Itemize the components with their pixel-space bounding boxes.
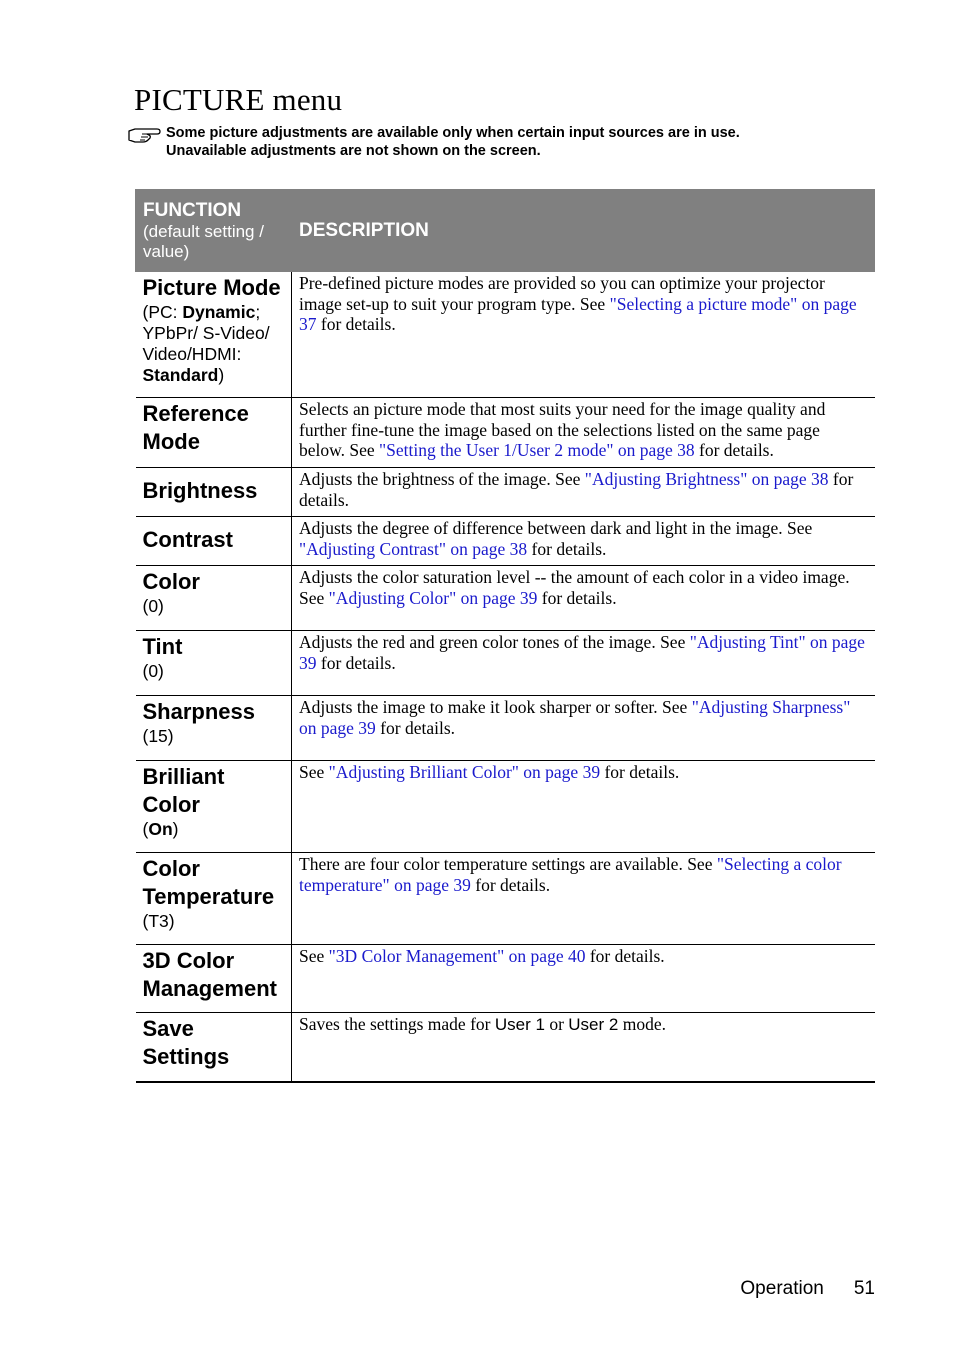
description-cell: Selects an picture mode that most suits your need for the image quality and further fine-tune the image based on the selections listed on the same page below. See "Setting the User 1/User 2 mode" on page 38 for details. bbox=[292, 398, 875, 468]
function-name: Contrast bbox=[142, 527, 233, 552]
description-cell: Adjusts the color saturation level -- the amount of each color in a video image. See "Adjusting Color" on page 39 for details. bbox=[292, 566, 875, 631]
function-cell bbox=[136, 398, 292, 468]
function-header bbox=[136, 190, 292, 272]
description-header bbox=[292, 190, 875, 272]
cross-reference-link[interactable]: "Adjusting Brightness" on page 38 bbox=[584, 469, 829, 489]
table-row bbox=[136, 761, 875, 853]
table-row bbox=[136, 945, 875, 1013]
picture-menu-table bbox=[135, 189, 875, 1083]
note-line-2: Unavailable adjustments are not shown on the screen. bbox=[166, 143, 541, 159]
page-footer bbox=[700, 1278, 875, 1300]
function-header-sub: (default setting / value) bbox=[143, 221, 264, 261]
function-name: Brightness bbox=[142, 478, 258, 503]
note-line-1: Some picture adjustments are available only when certain input sources are in use. bbox=[166, 125, 740, 141]
function-cell bbox=[136, 566, 292, 631]
function-default: (T3) bbox=[142, 911, 175, 931]
page-number: 51 bbox=[853, 1278, 875, 1299]
table-row bbox=[136, 566, 875, 631]
description-cell: Adjusts the image to make it look sharper or softer. See "Adjusting Sharpness" on page 39 for details. bbox=[292, 696, 875, 761]
cross-reference-link[interactable]: "Adjusting Tint" on page 39 bbox=[299, 632, 865, 673]
cross-reference-link[interactable]: "Adjusting Color" on page 39 bbox=[328, 587, 538, 608]
function-cell bbox=[136, 468, 292, 517]
cross-reference-link[interactable]: "Adjusting Brilliant Color" on page 39 bbox=[328, 762, 601, 782]
cross-reference-link[interactable]: "Selecting a picture mode" on page 37 bbox=[299, 293, 857, 334]
function-name: Tint bbox=[142, 634, 183, 659]
table-row bbox=[136, 468, 875, 517]
table-row bbox=[136, 696, 875, 761]
function-cell bbox=[136, 761, 292, 853]
function-name: Picture Mode bbox=[142, 275, 281, 300]
function-default: (15) bbox=[142, 726, 174, 746]
function-cell bbox=[136, 696, 292, 761]
footer-section: Operation bbox=[740, 1278, 824, 1299]
cross-reference-link[interactable]: "3D Color Management" on page 40 bbox=[328, 946, 586, 966]
function-name: Brilliant Color bbox=[142, 764, 225, 817]
table-row bbox=[136, 272, 875, 398]
description-cell: Adjusts the degree of difference between dark and light in the image. See "Adjusting Contrast" on page 38 for details. bbox=[292, 517, 875, 566]
function-cell bbox=[136, 1013, 292, 1082]
function-name: Color bbox=[142, 569, 200, 594]
hand-pointer-icon bbox=[127, 125, 163, 145]
ui-term: User 2 bbox=[568, 1015, 619, 1034]
function-cell bbox=[136, 631, 292, 696]
description-cell: Adjusts the brightness of the image. See "Adjusting Brightness" on page 38 for details. bbox=[292, 468, 875, 517]
table-header-row bbox=[136, 190, 875, 272]
function-default: (0) bbox=[142, 661, 164, 681]
function-name: Reference Mode bbox=[142, 401, 249, 454]
function-default: (0) bbox=[142, 596, 164, 616]
description-header-label: DESCRIPTION bbox=[299, 219, 429, 241]
function-header-label: FUNCTION bbox=[143, 199, 242, 221]
function-name: Color Temperature bbox=[142, 856, 275, 909]
table-row bbox=[136, 853, 875, 945]
function-name: Sharpness bbox=[142, 699, 255, 724]
table-row bbox=[136, 517, 875, 566]
function-cell bbox=[136, 945, 292, 1013]
table-row bbox=[136, 631, 875, 696]
description-cell: See "3D Color Management" on page 40 for details. bbox=[292, 945, 875, 1013]
function-cell bbox=[136, 853, 292, 945]
function-cell bbox=[136, 517, 292, 566]
ui-term: User 1 bbox=[494, 1015, 545, 1034]
cross-reference-link[interactable]: "Setting the User 1/User 2 mode" on page 38 bbox=[379, 440, 695, 460]
note-text bbox=[166, 124, 740, 160]
description-cell: Adjusts the red and green color tones of the image. See "Adjusting Tint" on page 39 for details. bbox=[292, 631, 875, 696]
cross-reference-link[interactable]: "Selecting a color temperature" on page 39 bbox=[299, 854, 842, 895]
table-row bbox=[136, 398, 875, 468]
cross-reference-link[interactable]: "Adjusting Sharpness" on page 39 bbox=[299, 697, 851, 738]
function-name: 3D Color Management bbox=[142, 948, 277, 1001]
description-cell: Pre-defined picture modes are provided so you can optimize your projector image set-up to suit your program type. See "Selecting a picture mode" on page 37 for details. bbox=[292, 272, 875, 398]
page-title: PICTURE menu bbox=[134, 82, 343, 117]
cross-reference-link[interactable]: "Adjusting Contrast" on page 38 bbox=[299, 538, 528, 559]
description-cell: See "Adjusting Brilliant Color" on page 39 for details. bbox=[292, 761, 875, 853]
function-name: Save Settings bbox=[142, 1016, 230, 1069]
description-cell: There are four color temperature settings are available. See "Selecting a color temperature" on page 39 for details. bbox=[292, 853, 875, 945]
description-cell: Saves the settings made for User 1 or User 2 mode. bbox=[292, 1013, 875, 1082]
function-cell bbox=[136, 272, 292, 398]
function-default: (On) bbox=[142, 819, 179, 839]
table-row bbox=[136, 1013, 875, 1082]
function-default: (PC: Dynamic; YPbPr/ S-Video/ Video/HDMI: Standard) bbox=[142, 302, 270, 385]
